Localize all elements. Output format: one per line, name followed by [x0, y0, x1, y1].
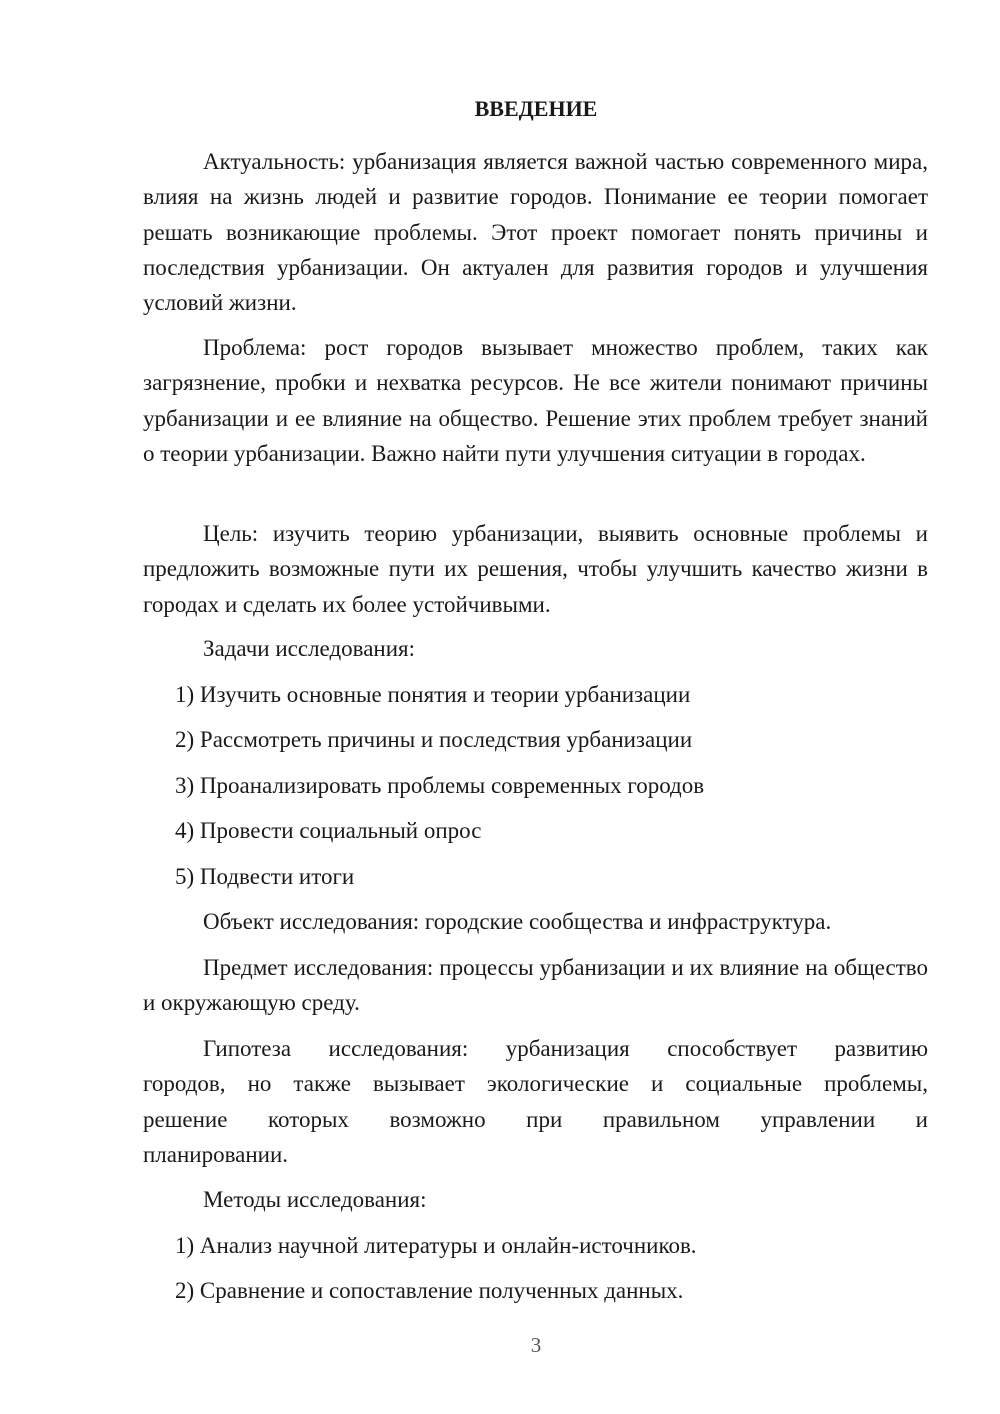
- task-item-2: 2) Рассмотреть причины и последствия урбанизации: [175, 727, 693, 752]
- methods-heading: Методы исследования:: [203, 1187, 427, 1212]
- task-item-3: 3) Проанализировать проблемы современных городов: [175, 773, 705, 798]
- method-item-2: 2) Сравнение и сопоставление полученных данных.: [175, 1278, 684, 1303]
- subject-paragraph: Предмет исследования: процессы урбанизации и их влияние на общество и окружающую среду.: [143, 955, 928, 1016]
- task-item-5: 5) Подвести итоги: [175, 864, 355, 889]
- page-title: ВВЕДЕНИЕ: [474, 96, 598, 121]
- hypothesis-paragraph: [143, 1031, 928, 1172]
- method-item-1: 1) Анализ научной литературы и онлайн-источников.: [175, 1233, 697, 1258]
- hypothesis-line-3: решение которых возможно при правильном управлении и: [143, 1106, 928, 1132]
- page-number: 3: [530, 1333, 542, 1357]
- relevance-paragraph: Актуальность: урбанизация является важной частью современного мира, влияя на жизнь людей и развитие городов. Понимание ее теории помогает решать возникающие проблемы. Этот проект помогает понять причины и последствия урбанизации. Он актуален для развития городов и улучшения условий жизни.: [143, 149, 928, 316]
- hypothesis-line-2: городов, но также вызывает экологические и социальные проблемы,: [143, 1071, 928, 1097]
- task-item-4: 4) Провести социальный опрос: [175, 818, 482, 843]
- tasks-heading: Задачи исследования:: [203, 636, 416, 661]
- goal-paragraph: Цель: изучить теорию урбанизации, выявить основные проблемы и предложить возможные пути их решения, чтобы улучшить качество жизни в городах и сделать их более устойчивыми.: [143, 521, 928, 617]
- hypothesis-line-1: Гипотеза исследования: урбанизация способствует развитию: [203, 1036, 928, 1061]
- object-paragraph: Объект исследования: городские сообщества и инфраструктура.: [203, 909, 832, 934]
- problem-paragraph: Проблема: рост городов вызывает множество проблем, таких как загрязнение, пробки и нехватка ресурсов. Не все жители понимают причины урбанизации и ее влияние на общество. Решение этих проблем требует знаний о теории урбанизации. Важно найти пути улучшения ситуации в городах.: [143, 335, 928, 466]
- hypothesis-line-4: планировании.: [143, 1141, 289, 1167]
- task-item-1: 1) Изучить основные понятия и теории урбанизации: [175, 682, 691, 707]
